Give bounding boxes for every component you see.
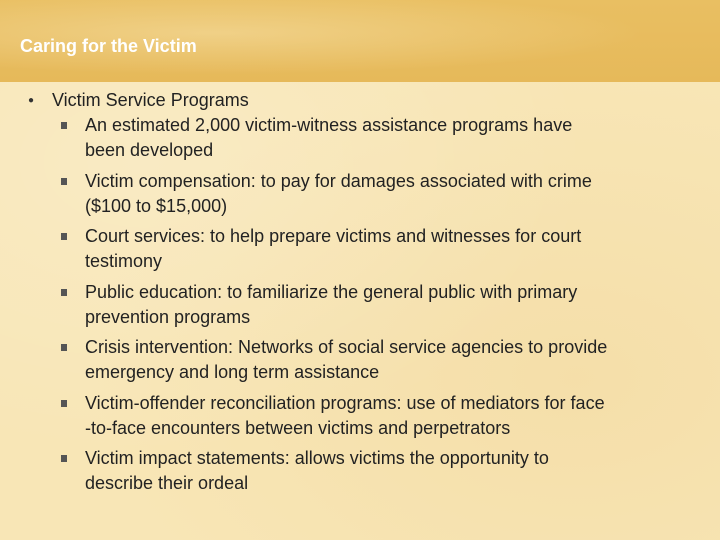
title-bar xyxy=(0,0,720,82)
sub-bullet-item xyxy=(85,280,700,330)
sub-bullet-line: ($100 to $15,000) xyxy=(85,195,228,216)
sub-bullet-line: An estimated 2,000 victim-witness assistance programs have xyxy=(85,115,573,135)
sub-bullet-line: Public education: to familiarize the general public with primary xyxy=(85,281,578,302)
square-bullet-icon xyxy=(61,178,67,185)
sub-bullet-item xyxy=(85,224,700,274)
sub-bullet-item xyxy=(85,446,700,496)
square-bullet-icon xyxy=(61,344,67,351)
square-bullet-icon xyxy=(61,455,67,462)
sub-bullet-line: Victim-offender reconciliation programs: use of mediators for face xyxy=(85,392,605,413)
sub-bullet-line: Victim compensation: to pay for damages associated with crime xyxy=(85,170,592,191)
sub-bullet-item xyxy=(85,113,700,163)
sub-bullet-line: Crisis intervention: Networks of social service agencies to provide xyxy=(85,337,608,357)
sub-bullet-line: describe their ordeal xyxy=(85,473,249,493)
sub-bullet-line: -to-face encounters between victims and perpetrators xyxy=(85,417,511,438)
bullet-victim-service-programs xyxy=(28,88,720,113)
sub-bullet-line: emergency and long term assistance xyxy=(85,362,380,382)
sub-bullet-line: testimony xyxy=(85,251,163,271)
sub-bullet-item xyxy=(85,391,700,441)
square-bullet-icon xyxy=(61,122,67,129)
sub-bullet-line: been developed xyxy=(85,140,214,160)
slide-title: Caring for the Victim xyxy=(20,36,197,56)
square-bullet-icon xyxy=(61,233,67,240)
sub-bullet-item xyxy=(85,335,700,385)
sub-bullet-list xyxy=(0,113,720,496)
slide-content xyxy=(0,88,720,502)
sub-bullet-item xyxy=(85,169,700,219)
sub-bullet-line: Court services: to help prepare victims and witnesses for court xyxy=(85,226,582,246)
sub-bullet-line: Victim impact statements: allows victims the opportunity to xyxy=(85,448,549,468)
sub-bullet-line: prevention programs xyxy=(85,306,251,327)
bullet-label: Victim Service Programs xyxy=(52,90,249,110)
square-bullet-icon xyxy=(61,400,67,407)
square-bullet-icon xyxy=(61,289,67,296)
round-bullet-icon: ● xyxy=(28,95,35,106)
